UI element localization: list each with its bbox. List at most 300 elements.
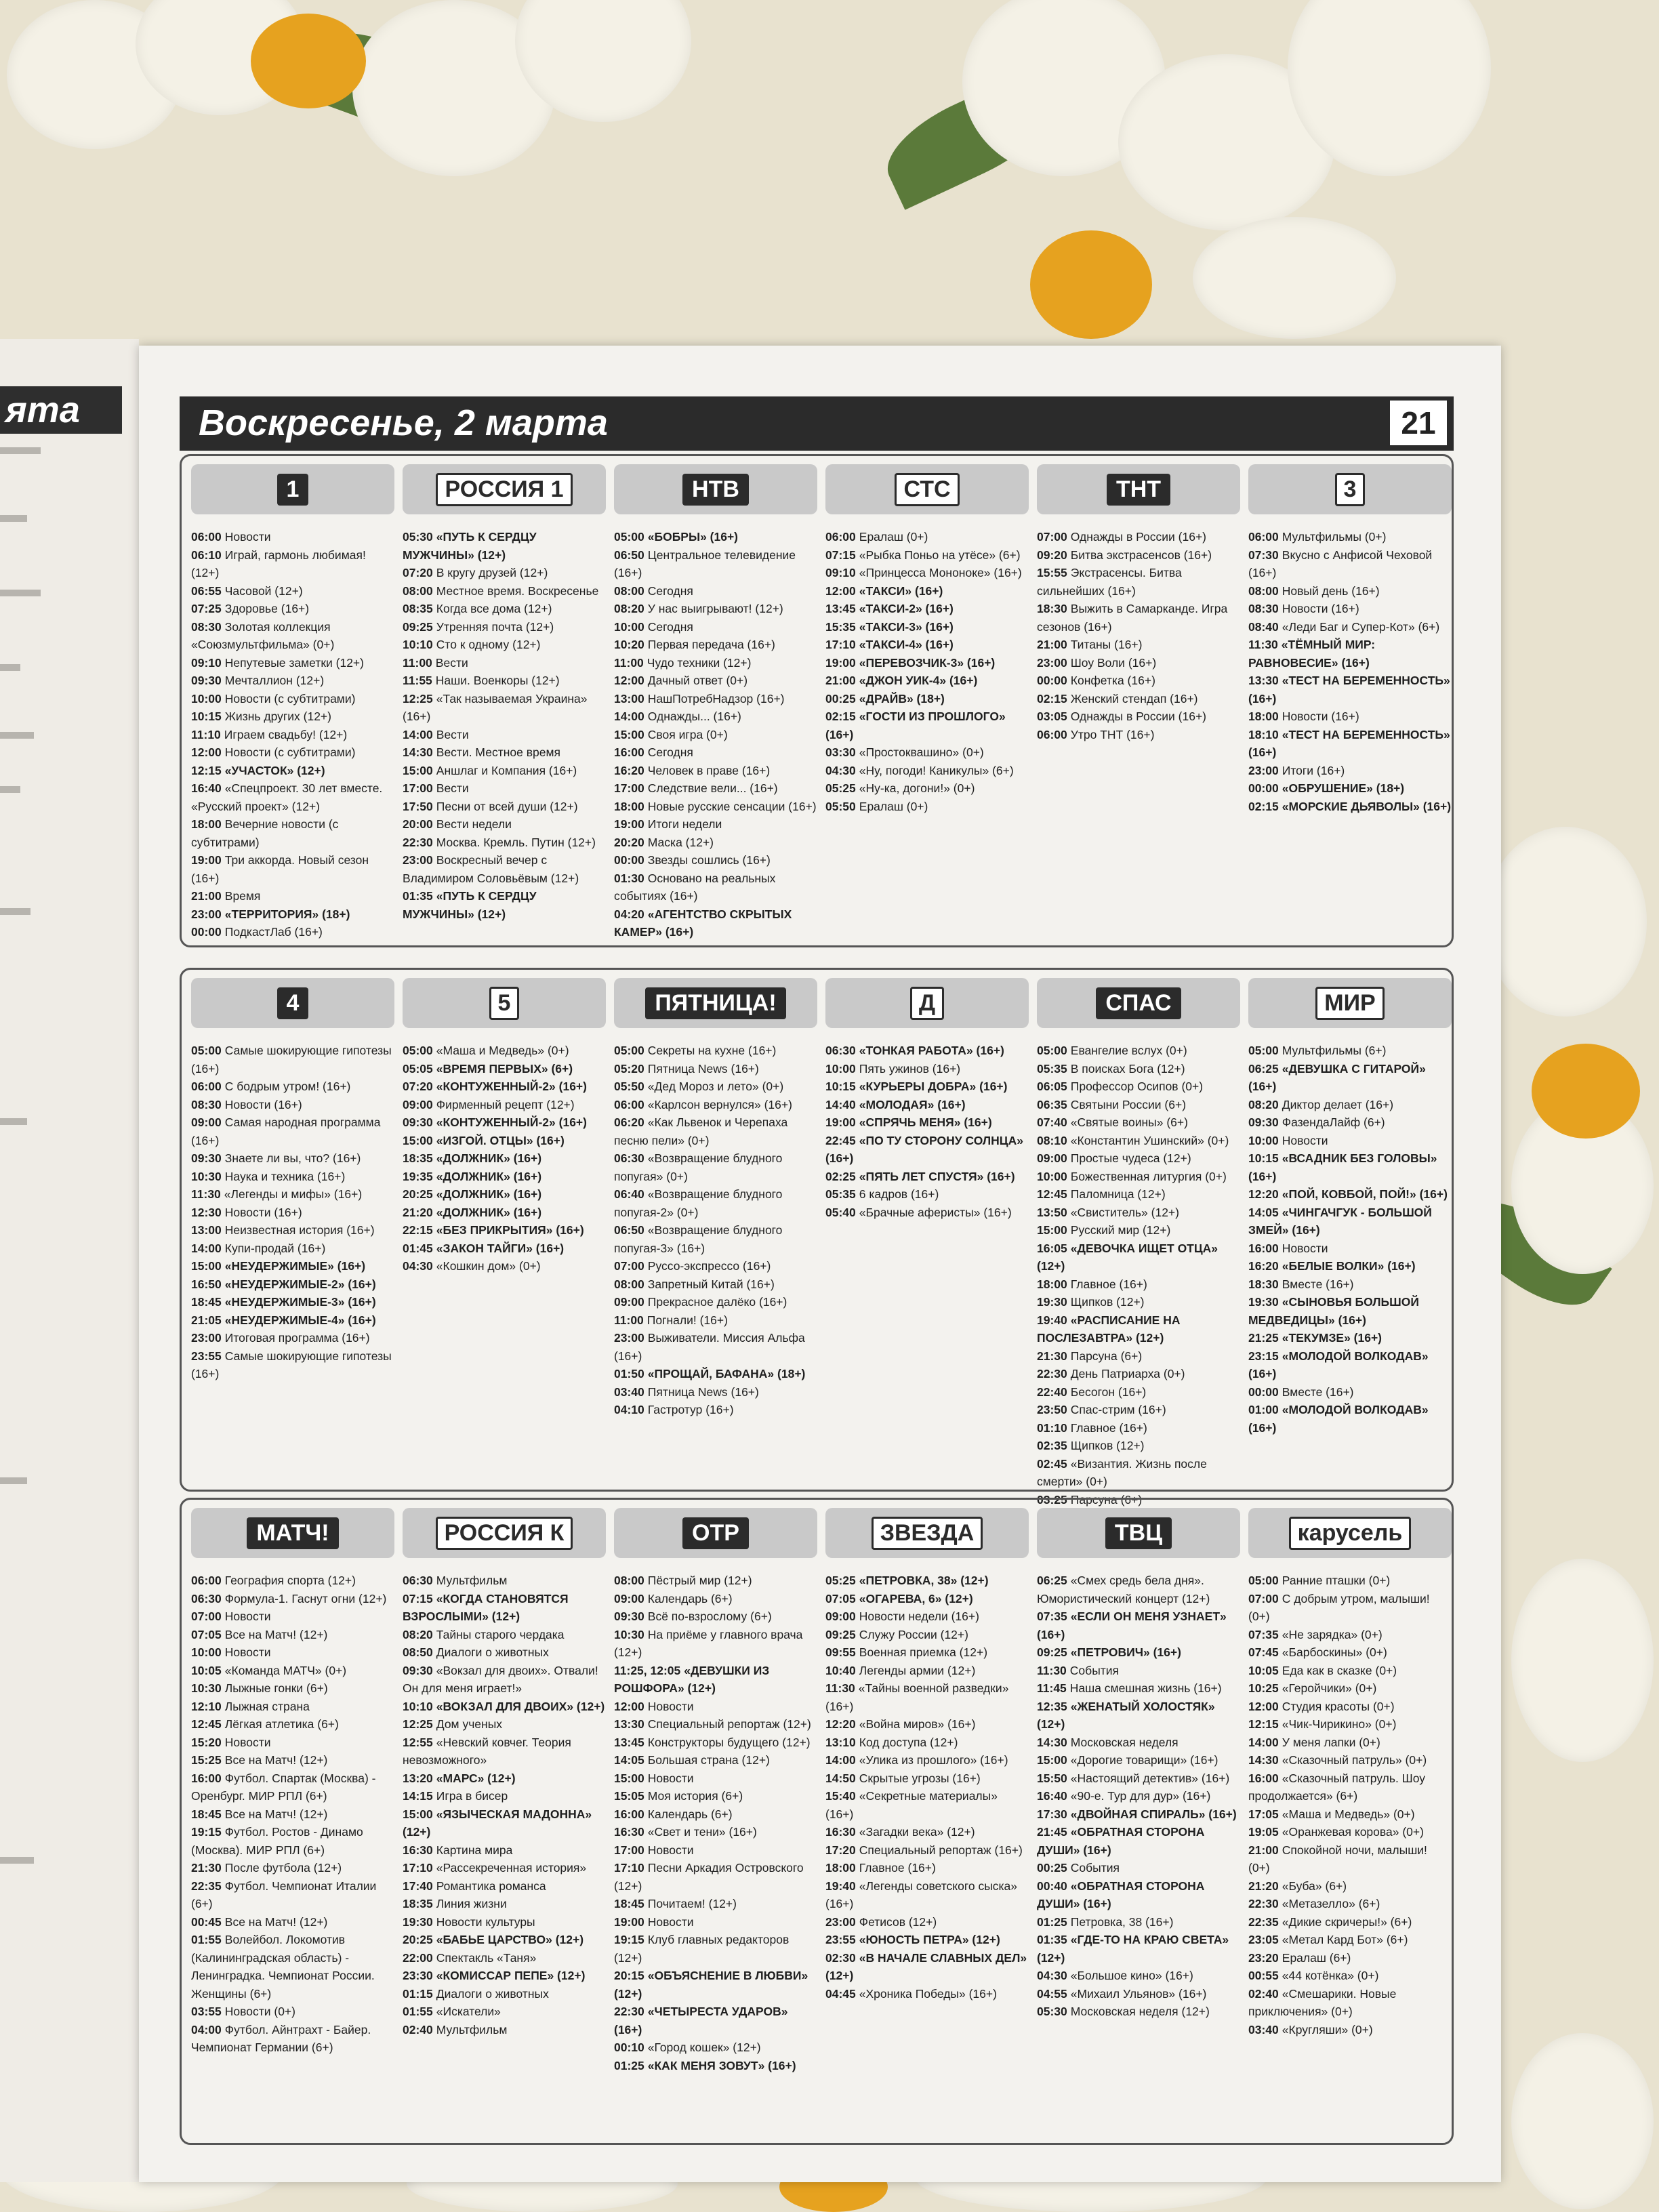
program-time: 01:00 <box>1248 1403 1279 1416</box>
program-time: 04:20 <box>614 907 644 921</box>
program-row <box>825 690 1029 708</box>
program-row <box>1248 1401 1452 1437</box>
program-row <box>1037 1293 1240 1311</box>
program-time: 10:30 <box>191 1169 222 1183</box>
program-row <box>614 834 817 852</box>
program-title: Специальный репортаж (16+) <box>859 1843 1023 1857</box>
program-title: «УЧАСТОК» (12+) <box>224 763 325 777</box>
program-title: «ДЕВУШКА С ГИТАРОЙ» (16+) <box>1248 1061 1426 1093</box>
program-title: Главное (16+) <box>859 1861 936 1875</box>
program-title: «ЧИНГАЧГУК - БОЛЬШОЙ ЗМЕЙ» (16+) <box>1248 1205 1432 1237</box>
program-row <box>825 1931 1029 1949</box>
program-title: «ТАКСИ» (16+) <box>859 583 943 598</box>
program-row <box>614 528 817 546</box>
program-title: Специальный репортаж (12+) <box>647 1717 811 1731</box>
program-row <box>403 582 606 600</box>
program-row <box>1037 1455 1240 1491</box>
program-title: Песни Аркадия Островского (12+) <box>614 1861 804 1893</box>
program-time: 20:00 <box>403 817 433 831</box>
program-time: 00:55 <box>1248 1969 1279 1982</box>
program-time: 16:20 <box>1248 1259 1279 1273</box>
program-time: 07:15 <box>403 1591 433 1605</box>
program-time: 04:30 <box>403 1259 433 1273</box>
program-title: Дачный ответ (0+) <box>647 674 748 687</box>
program-time: 13:45 <box>614 1735 644 1749</box>
program-time: 11:45 <box>1037 1681 1067 1695</box>
program-row <box>191 1607 394 1626</box>
program-time: 13:30 <box>614 1717 644 1731</box>
program-row <box>1037 1607 1240 1643</box>
program-title: Сегодня <box>647 619 693 634</box>
program-row <box>191 1662 394 1680</box>
program-title: Мультфильм <box>436 2022 508 2036</box>
channel-logo <box>1248 464 1452 514</box>
program-title: Паломница (12+) <box>1070 1187 1166 1201</box>
program-list <box>1037 1042 1240 1509</box>
program-row <box>614 1841 817 1860</box>
program-title: «Дорогие товарищи» (16+) <box>1070 1753 1218 1767</box>
program-time: 06:30 <box>403 1574 433 1587</box>
program-time: 14:50 <box>825 1771 856 1785</box>
program-title: «КУРЬЕРЫ ДОБРА» (16+) <box>859 1080 1008 1093</box>
program-time: 13:00 <box>614 691 644 705</box>
program-title: Футбол. Чемпионат Италии (6+) <box>191 1879 377 1910</box>
program-title: «ЕСЛИ ОН МЕНЯ УЗНАЕТ» (16+) <box>1037 1610 1227 1641</box>
program-time: 06:30 <box>825 1044 856 1057</box>
program-row <box>825 779 1029 798</box>
program-title: Однажды в России (16+) <box>1070 710 1207 723</box>
program-title: Центральное телевидение (16+) <box>614 548 796 579</box>
program-time: 16:30 <box>403 1843 433 1857</box>
program-time: 11:55 <box>403 674 432 687</box>
program-time: 05:40 <box>825 1205 856 1219</box>
program-time: 10:15 <box>1248 1151 1279 1165</box>
program-title: «НЕУДЕРЖИМЫЕ-2» (16+) <box>224 1277 376 1291</box>
program-time: 22:35 <box>1248 1914 1279 1929</box>
program-row <box>1248 1204 1452 1240</box>
program-row <box>403 834 606 852</box>
program-row <box>403 1626 606 1644</box>
program-time: 16:05 <box>1037 1241 1067 1255</box>
program-time: 05:30 <box>1037 2005 1067 2018</box>
program-row <box>825 654 1029 672</box>
program-time: 09:25 <box>403 619 433 634</box>
program-row <box>191 923 394 941</box>
program-row <box>1037 1078 1240 1096</box>
program-row <box>403 1769 606 1788</box>
program-row <box>825 1877 1029 1913</box>
program-row <box>614 1275 817 1294</box>
program-time: 19:00 <box>825 655 856 670</box>
program-title: «ЖЕНАТЫЙ ХОЛОСТЯК» (12+) <box>1037 1699 1215 1731</box>
program-time: 02:40 <box>403 2022 433 2036</box>
program-row <box>191 1257 394 1275</box>
program-time: 07:35 <box>1037 1610 1067 1623</box>
program-title: «ДОЛЖНИК» (16+) <box>436 1205 542 1219</box>
program-row <box>614 1698 817 1716</box>
program-row <box>191 546 394 582</box>
program-time: 14:15 <box>403 1789 433 1803</box>
program-time: 18:10 <box>1248 727 1279 741</box>
program-title: Жизнь других (12+) <box>224 710 331 723</box>
program-row <box>403 2003 606 2021</box>
program-title: В кругу друзей (12+) <box>436 566 548 579</box>
program-time: 22:40 <box>1037 1385 1067 1399</box>
program-title: Наша смешная жизнь (16+) <box>1069 1681 1222 1695</box>
program-time: 21:00 <box>825 674 856 687</box>
program-title: Когда все дома (12+) <box>436 602 552 615</box>
program-time: 10:00 <box>191 691 222 705</box>
program-title: «БОБРЫ» (16+) <box>647 530 739 544</box>
program-time: 05:30 <box>403 530 433 544</box>
program-title: Новости <box>224 1645 271 1659</box>
program-list <box>614 1572 817 2074</box>
program-title: «ДОЛЖНИК» (16+) <box>436 1151 542 1165</box>
channel-logo <box>614 978 817 1028</box>
channel-logo-text: 3 <box>1335 473 1366 506</box>
program-time: 09:30 <box>1248 1115 1279 1129</box>
program-row <box>614 1967 817 2003</box>
program-time: 07:25 <box>191 602 222 615</box>
program-title: «ТЁМНЫЙ МИР: РАВНОВЕСИЕ» (16+) <box>1248 638 1376 670</box>
program-title: Новости <box>647 1771 694 1785</box>
program-row <box>1037 1913 1240 1931</box>
program-row <box>614 1626 817 1662</box>
program-title: 6 кадров (16+) <box>859 1187 939 1201</box>
program-row <box>825 1643 1029 1662</box>
program-time: 19:40 <box>1037 1313 1067 1327</box>
program-time: 08:30 <box>1248 602 1279 615</box>
program-title: Женский стендап (16+) <box>1070 691 1198 705</box>
program-row <box>1248 1329 1452 1347</box>
program-time: 14:30 <box>403 745 433 759</box>
program-title: Легенды армии (12+) <box>859 1663 976 1677</box>
program-title: С добрым утром, малыши! (0+) <box>1248 1591 1430 1623</box>
program-row <box>191 851 394 887</box>
program-row <box>614 1751 817 1769</box>
program-row <box>1037 654 1240 672</box>
program-time: 15:20 <box>191 1735 222 1749</box>
program-title: «ПУТЬ К СЕРДЦУ МУЖЧИНЫ» (12+) <box>403 889 537 921</box>
program-time: 01:10 <box>1037 1420 1067 1435</box>
program-title: «ТАКСИ-3» (16+) <box>859 619 954 634</box>
program-title: Битва экстрасенсов (16+) <box>1070 548 1212 562</box>
program-row <box>1248 1715 1452 1734</box>
program-row <box>1248 1113 1452 1132</box>
program-time: 12:10 <box>191 1699 222 1713</box>
program-row <box>825 1060 1029 1078</box>
program-row <box>614 1293 817 1311</box>
program-row <box>825 636 1029 654</box>
program-row <box>1037 636 1240 654</box>
channel-logo <box>825 1508 1029 1558</box>
program-title: «ДЕВОЧКА ИЩЕТ ОТЦА» (12+) <box>1037 1241 1218 1273</box>
program-time: 06:00 <box>614 1097 644 1111</box>
program-time: 00:45 <box>191 1914 222 1929</box>
program-title: География спорта (12+) <box>224 1574 356 1587</box>
program-title: Человек в праве (16+) <box>647 763 771 777</box>
program-row <box>191 582 394 600</box>
program-time: 15:25 <box>191 1753 222 1767</box>
program-time: 07:20 <box>403 566 433 579</box>
program-title: «ЧЕТЫРЕСТА УДАРОВ» (16+) <box>614 2005 788 2036</box>
program-time: 07:00 <box>1248 1591 1279 1605</box>
program-time: 15:05 <box>614 1789 644 1803</box>
program-title: Новый день (16+) <box>1282 583 1380 598</box>
program-row <box>191 1715 394 1734</box>
program-time: 12:20 <box>825 1717 856 1731</box>
program-list <box>191 1572 394 2057</box>
program-title: «Загадки века» (12+) <box>859 1825 975 1839</box>
program-title: «КОГДА СТАНОВЯТСЯ ВЗРОСЛЫМИ» (12+) <box>403 1591 569 1623</box>
program-row <box>403 690 606 726</box>
program-title: Мультфильмы (0+) <box>1282 530 1387 544</box>
channel-logo <box>1248 978 1452 1028</box>
program-row <box>1248 600 1452 618</box>
program-row <box>403 1841 606 1860</box>
program-time: 06:50 <box>614 1223 644 1237</box>
program-row <box>614 779 817 798</box>
program-row <box>614 1823 817 1841</box>
program-title: «МАРС» (12+) <box>436 1771 516 1785</box>
program-time: 12:00 <box>614 674 644 687</box>
program-title: Военная приемка (12+) <box>859 1645 988 1659</box>
program-time: 22:30 <box>1037 1367 1067 1380</box>
program-title: События <box>1069 1663 1120 1677</box>
program-title: Основано на реальных событиях (16+) <box>614 871 776 903</box>
program-time: 07:45 <box>1248 1645 1279 1659</box>
channel-logo <box>1037 464 1240 514</box>
program-row <box>191 1823 394 1859</box>
program-time: 08:50 <box>403 1645 433 1659</box>
program-row <box>825 564 1029 582</box>
program-row <box>1248 1823 1452 1841</box>
channel-column <box>1037 978 1240 1509</box>
program-time: 22:30 <box>614 2005 644 2018</box>
program-row <box>614 546 817 582</box>
program-row <box>403 1042 606 1060</box>
program-title: «Свиститель» (12+) <box>1070 1205 1179 1219</box>
program-row <box>191 1168 394 1186</box>
program-row <box>191 1221 394 1240</box>
program-time: 05:25 <box>825 781 856 795</box>
program-time: 18:35 <box>403 1897 433 1910</box>
program-row <box>1037 546 1240 565</box>
program-row <box>614 1769 817 1788</box>
program-row <box>403 1967 606 1985</box>
program-time: 14:40 <box>825 1097 856 1111</box>
program-title: Спокойной ночи, малыши! (0+) <box>1248 1843 1427 1875</box>
channel-logo <box>403 464 606 514</box>
program-time: 16:50 <box>191 1277 222 1291</box>
program-title: «ДЕВУШКИ ИЗ РОШФОРА» (12+) <box>614 1663 770 1695</box>
program-row <box>191 1734 394 1752</box>
program-row <box>191 726 394 744</box>
program-row <box>614 1329 817 1365</box>
program-row <box>1248 1985 1452 2021</box>
program-title: ФазендаЛайф (6+) <box>1282 1115 1385 1129</box>
channel-logo <box>614 1508 817 1558</box>
program-time: 11:10 <box>191 727 221 741</box>
program-title: «Принцесса Мононоке» (16+) <box>859 566 1022 579</box>
program-time: 18:00 <box>825 1861 856 1875</box>
program-time: 12:25 <box>403 691 433 705</box>
program-row <box>614 618 817 636</box>
channel-logo-text: РОССИЯ 1 <box>436 473 572 506</box>
program-title: Новости (16+) <box>224 1205 302 1219</box>
program-title: НашПотребНадзор (16+) <box>647 691 785 705</box>
program-time: 08:30 <box>191 1097 222 1111</box>
program-title: «Город кошек» (12+) <box>647 2041 761 2054</box>
program-title: «Свет и тени» (16+) <box>647 1825 757 1839</box>
program-time: 16:40 <box>1037 1789 1067 1803</box>
program-time: 08:00 <box>614 583 644 598</box>
program-time: 03:40 <box>1248 2022 1279 2036</box>
channel-column <box>1248 978 1452 1437</box>
program-time: 05:00 <box>403 1044 433 1057</box>
program-time: 10:00 <box>191 1645 222 1659</box>
program-title: «ЮНОСТЬ ПЕТРА» (12+) <box>859 1933 1000 1946</box>
program-row <box>825 582 1029 600</box>
program-title: «ЯЗЫЧЕСКАЯ МАДОННА» (12+) <box>403 1807 592 1839</box>
program-title: Новости (16+) <box>1282 602 1359 615</box>
program-title: Гастротур (16+) <box>647 1403 734 1416</box>
program-title: «ВСАДНИК БЕЗ ГОЛОВЫ» (16+) <box>1248 1151 1437 1183</box>
program-time: 04:55 <box>1037 1986 1067 2001</box>
program-time: 15:00 <box>1037 1753 1067 1767</box>
program-time: 23:00 <box>1248 763 1279 777</box>
program-time: 14:00 <box>1248 1735 1279 1749</box>
program-title: «ГОСТИ ИЗ ПРОШЛОГО» (16+) <box>825 710 1006 741</box>
program-row <box>1248 1643 1452 1662</box>
channel-logo-text: СПАС <box>1096 987 1181 1019</box>
program-time: 11:30 <box>1248 638 1278 651</box>
program-time: 21:20 <box>403 1205 433 1219</box>
program-title: «Леди Баг и Супер-Кот» (6+) <box>1282 619 1440 634</box>
channel-logo <box>825 464 1029 514</box>
program-title: «Сказочный патруль» (0+) <box>1282 1753 1427 1767</box>
program-title: Мультфильмы (6+) <box>1282 1044 1387 1057</box>
program-title: Новости (с субтитрами) <box>224 745 356 759</box>
program-time: 07:00 <box>191 1610 222 1623</box>
program-time: 22:30 <box>1248 1897 1279 1910</box>
program-title: Новости <box>224 1735 271 1749</box>
program-title: Новости культуры <box>436 1914 535 1929</box>
program-title: «Команда МАТЧ» (0+) <box>224 1663 347 1677</box>
program-title: Простые чудеса (12+) <box>1070 1151 1191 1165</box>
program-row <box>825 743 1029 762</box>
program-time: 00:25 <box>1037 1861 1067 1875</box>
program-title: Новости <box>1282 1241 1328 1255</box>
program-title: Утро ТНТ (16+) <box>1070 727 1155 741</box>
program-row <box>614 1734 817 1752</box>
program-time: 02:30 <box>825 1950 856 1965</box>
program-row <box>1037 1168 1240 1186</box>
program-time: 05:00 <box>191 1044 222 1057</box>
program-title: Клуб главных редакторов (12+) <box>614 1933 790 1965</box>
program-time: 12:45 <box>1037 1187 1067 1201</box>
program-title: Выжить в Самарканде. Игра сезонов (16+) <box>1037 602 1228 634</box>
channel-column <box>191 1508 394 2057</box>
program-row <box>825 1823 1029 1841</box>
program-time: 23:50 <box>1037 1403 1067 1416</box>
program-title: «НЕУДЕРЖИМЫЕ» (16+) <box>224 1259 366 1273</box>
channel-logo-text: карусель <box>1289 1517 1412 1550</box>
program-title: Сегодня <box>647 745 693 759</box>
program-title: «Возвращение блудного попугая-3» (16+) <box>614 1223 783 1255</box>
program-time: 02:15 <box>1248 799 1279 813</box>
program-time: 00:00 <box>614 853 644 867</box>
program-title: Евангелие вслух (0+) <box>1070 1044 1187 1057</box>
program-row <box>1248 1877 1452 1896</box>
program-time: 17:30 <box>1037 1807 1067 1821</box>
program-title: «Чик-Чирикино» (0+) <box>1282 1717 1397 1731</box>
program-title: Код доступа (12+) <box>859 1735 958 1749</box>
program-time: 23:15 <box>1248 1349 1279 1363</box>
program-title: «ДВОЙНАЯ СПИРАЛЬ» (16+) <box>1070 1807 1237 1821</box>
program-title: «Не зарядка» (0+) <box>1282 1627 1382 1641</box>
program-title: «Маша и Медведь» (0+) <box>436 1044 569 1057</box>
program-title: «ТЕСТ НА БЕРЕМЕННОСТЬ» (16+) <box>1248 727 1450 759</box>
program-title: Новости <box>647 1843 694 1857</box>
program-time: 10:00 <box>1037 1169 1067 1183</box>
program-time: 13:00 <box>191 1223 222 1237</box>
program-time: 10:30 <box>614 1627 644 1641</box>
program-title: «СЫНОВЬЯ БОЛЬШОЙ МЕДВЕДИЦЫ» (16+) <box>1248 1295 1419 1327</box>
program-row <box>825 1949 1029 1985</box>
program-time: 17:10 <box>614 1861 644 1875</box>
program-row <box>1037 1572 1240 1607</box>
program-row <box>614 1221 817 1257</box>
program-title: «БАБЬЕ ЦАРСТВО» (12+) <box>436 1933 584 1946</box>
program-list <box>1248 528 1452 815</box>
program-row <box>191 1149 394 1168</box>
program-row <box>1248 672 1452 708</box>
program-time: 18:00 <box>191 817 222 831</box>
program-row <box>614 1590 817 1608</box>
program-time: 17:40 <box>403 1879 433 1893</box>
program-title: «Ну-ка, догони!» (0+) <box>859 781 975 795</box>
program-time: 06:35 <box>1037 1097 1067 1111</box>
program-title: Все на Матч! (12+) <box>224 1753 328 1767</box>
program-title: Еда как в сказке (0+) <box>1282 1663 1397 1677</box>
program-row <box>825 1679 1029 1715</box>
program-row <box>1248 1185 1452 1204</box>
program-time: 11:00 <box>614 655 644 670</box>
program-row <box>1248 726 1452 762</box>
program-row <box>614 1607 817 1626</box>
program-time: 08:20 <box>1248 1097 1279 1111</box>
program-time: 19:40 <box>825 1879 856 1893</box>
program-title: Диктор делает (16+) <box>1282 1097 1394 1111</box>
program-title: Почитаем! (12+) <box>647 1897 737 1910</box>
program-list <box>403 1572 606 2039</box>
program-time: 10:15 <box>825 1080 856 1093</box>
program-time: 17:05 <box>1248 1807 1279 1821</box>
program-time: 14:00 <box>614 710 644 723</box>
program-row <box>191 1185 394 1204</box>
program-title: Наши. Военкоры (12+) <box>435 674 560 687</box>
program-title: Главное (16+) <box>1070 1420 1147 1435</box>
program-row <box>403 1985 606 2003</box>
program-time: 09:00 <box>1037 1151 1067 1165</box>
program-title: Наука и техника (16+) <box>224 1169 346 1183</box>
program-time: 18:35 <box>403 1151 433 1165</box>
program-title: Ранние пташки (0+) <box>1282 1574 1391 1587</box>
program-title: «Карлсон вернулся» (16+) <box>647 1097 792 1111</box>
program-row <box>825 1204 1029 1222</box>
channel-logo <box>191 1508 394 1558</box>
